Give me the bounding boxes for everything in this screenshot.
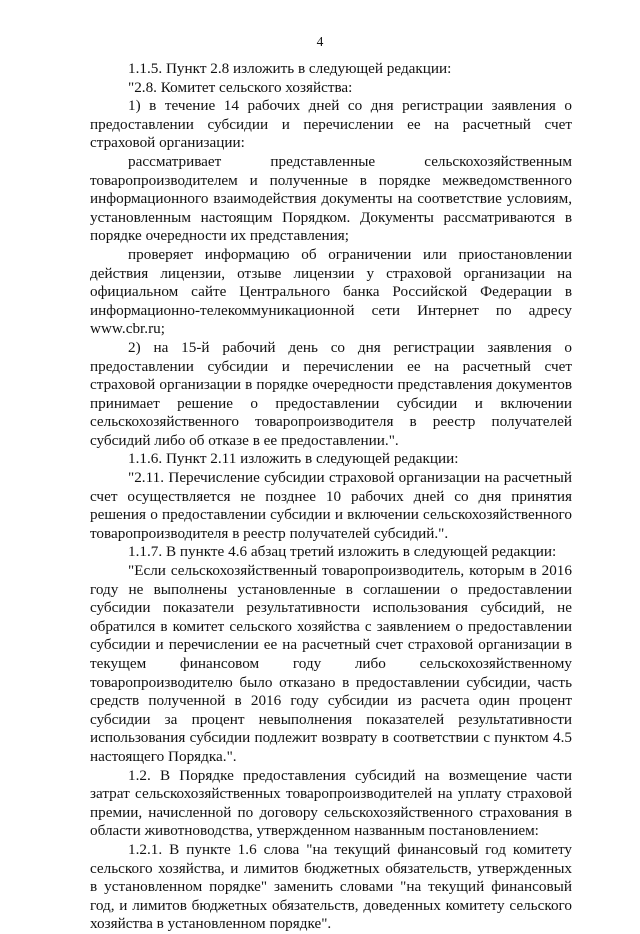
paragraph-1-1-6: 1.1.6. Пункт 2.11 изложить в следующей редакции:	[128, 450, 459, 468]
paragraph-1-1-5: 1.1.5. Пункт 2.8 изложить в следующей редакции:	[128, 60, 452, 77]
paragraph-1-2-1: 1.2.1. В пункте 1.6 слова "на текущий финансовый год комитету сельского хозяйства, и лимитов бюджетных обязательств, утвержденных в установленном порядке" заменить словами "на текущий финансовый год, и лимитов бюджетных обязательств, доведенных комитету сельского хозяйства в установленном порядке".	[90, 840, 572, 933]
paragraph-1-2: 1.2. В Порядке предоставления субсидий на возмещение части затрат сельскохозяйственных товаропроизводителей на уплату страховой премии, начисленной по договору сельскохозяйственного страхования в области животноводства, утвержденном названным постановлением:	[90, 766, 572, 840]
paragraph-2-8-item-1: 1) в течение 14 рабочих дней со дня регистрации заявления о предоставлении субсидии и перечислении ее на расчетный счет страховой организации:	[90, 97, 572, 152]
paragraph-2-8-heading: "2.8. Комитет сельского хозяйства:	[128, 78, 353, 96]
paragraph-2-8-item-2: 2) на 15-й рабочий день со дня регистрации заявления о предоставлении субсидии и перечислении ее на расчетный счет страховой организации в порядке очередности представления документов принимает решение о предоставлении субсидии и включении сельскохозяйственного товаропроизводителя в реестр получателей субсидий либо об отказе в ее предоставлении.".	[90, 338, 572, 449]
paragraph-1-1-7: 1.1.7. В пункте 4.6 абзац третий изложить в следующей редакции:	[128, 543, 557, 561]
paragraph-2-11: "2.11. Перечисление субсидии страховой организации на расчетный счет осуществляется не позднее 10 рабочих дней со дня принятия решения о предоставлении субсидии и включении сельскохозяйственного товаропроизводителя в реестр получателей субсидий.".	[90, 469, 572, 542]
page-number: 4	[316, 34, 324, 49]
paragraph-2-8-checks: проверяет информацию об ограничении или приостановлении действия лицензии, отзыве лицензии у страховой организации на официальном сайте Центрального банка Российской Федерации в информационно-телекоммуникационной сети Интернет по адресу www.cbr.ru;	[90, 245, 572, 338]
paragraph-2-8-reviews: рассматривает представленные сельскохозяйственным товаропроизводителем и полученные в порядке межведомственного информационного взаимодействия документы на соответствие условиям, установленным настоящим Порядком. Документы рассматриваются в порядке очередности их представления;	[90, 152, 572, 245]
document-body	[90, 60, 572, 934]
paragraph-4-6-text: "Если сельскохозяйственный товаропроизводитель, которым в 2016 году не выполнены установленные в соглашении о предоставлении субсидии показатели результативности использования субсидий, не обратился в комитет сельского хозяйства с заявлением о предоставлении субсидии и перечислении ее на расчетный счет страховой организации в текущем финансовом году либо сельскохозяйственному товаропроизводителю было отказано в предоставлении субсидии, часть средств полученной в 2016 году субсидии из расчета один процент субсидии за процент невыполнения показателей результативности использования субсидии подлежит возврату в соответствии с пунктом 4.5 настоящего Порядка.".	[90, 562, 572, 765]
